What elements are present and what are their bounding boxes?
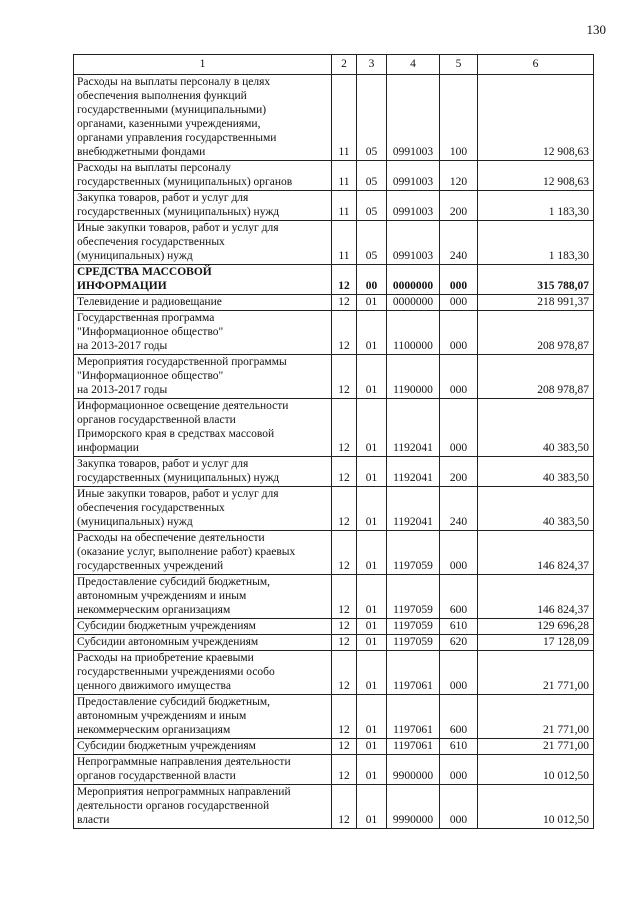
subsection-code-cell: 01 bbox=[357, 457, 387, 487]
expense-name-cell: СРЕДСТВА МАССОВОЙ ИНФОРМАЦИИ bbox=[74, 265, 332, 295]
header-cell-5: 5 bbox=[440, 55, 478, 75]
expense-type-code-cell: 240 bbox=[440, 487, 478, 531]
amount-cell: 1 183,30 bbox=[478, 191, 594, 221]
expense-name-cell: Субсидии бюджетным учреждениям bbox=[74, 739, 332, 755]
amount-cell: 12 908,63 bbox=[478, 161, 594, 191]
table-row bbox=[74, 755, 594, 785]
target-article-code-cell: 1197059 bbox=[387, 575, 440, 619]
table-row bbox=[74, 221, 594, 265]
amount-cell: 208 978,87 bbox=[478, 355, 594, 399]
table-row bbox=[74, 355, 594, 399]
expense-type-code-cell: 000 bbox=[440, 755, 478, 785]
section-code-cell: 12 bbox=[332, 457, 357, 487]
amount-cell: 129 696,28 bbox=[478, 619, 594, 635]
amount-cell: 40 383,50 bbox=[478, 487, 594, 531]
amount-cell: 218 991,37 bbox=[478, 295, 594, 311]
expense-name-cell: Закупка товаров, работ и услуг для государственных (муниципальных) нужд bbox=[74, 191, 332, 221]
section-code-cell: 12 bbox=[332, 399, 357, 457]
expense-name-cell: Закупка товаров, работ и услуг для государственных (муниципальных) нужд bbox=[74, 457, 332, 487]
target-article-code-cell: 1197059 bbox=[387, 635, 440, 651]
expense-type-code-cell: 600 bbox=[440, 575, 478, 619]
section-code-cell: 12 bbox=[332, 785, 357, 829]
header-cell-2: 2 bbox=[332, 55, 357, 75]
amount-cell: 315 788,07 bbox=[478, 265, 594, 295]
expense-name-cell: Телевидение и радиовещание bbox=[74, 295, 332, 311]
table-row bbox=[74, 311, 594, 355]
expense-type-code-cell: 120 bbox=[440, 161, 478, 191]
expense-type-code-cell: 000 bbox=[440, 295, 478, 311]
expense-type-code-cell: 100 bbox=[440, 75, 478, 161]
expense-name-cell: Предоставление субсидий бюджетным, автономным учреждениям и иным некоммерческим организациям bbox=[74, 575, 332, 619]
amount-cell: 21 771,00 bbox=[478, 651, 594, 695]
expense-type-code-cell: 600 bbox=[440, 695, 478, 739]
expense-name-cell: Расходы на выплаты персоналу государственных (муниципальных) органов bbox=[74, 161, 332, 191]
section-code-cell: 11 bbox=[332, 75, 357, 161]
target-article-code-cell: 1192041 bbox=[387, 399, 440, 457]
expense-name-cell: Иные закупки товаров, работ и услуг для обеспечения государственных (муниципальных) нужд bbox=[74, 221, 332, 265]
table-row bbox=[74, 651, 594, 695]
subsection-code-cell: 01 bbox=[357, 619, 387, 635]
target-article-code-cell: 0000000 bbox=[387, 295, 440, 311]
expense-type-code-cell: 000 bbox=[440, 265, 478, 295]
amount-cell: 146 824,37 bbox=[478, 531, 594, 575]
subsection-code-cell: 01 bbox=[357, 531, 387, 575]
expense-name-cell: Иные закупки товаров, работ и услуг для обеспечения государственных (муниципальных) нужд bbox=[74, 487, 332, 531]
table-row bbox=[74, 191, 594, 221]
table-row bbox=[74, 295, 594, 311]
target-article-code-cell: 1192041 bbox=[387, 457, 440, 487]
section-code-cell: 11 bbox=[332, 191, 357, 221]
subsection-code-cell: 05 bbox=[357, 161, 387, 191]
amount-cell: 146 824,37 bbox=[478, 575, 594, 619]
target-article-code-cell: 1197059 bbox=[387, 619, 440, 635]
target-article-code-cell: 1100000 bbox=[387, 311, 440, 355]
table-row bbox=[74, 265, 594, 295]
table-row bbox=[74, 635, 594, 651]
subsection-code-cell: 05 bbox=[357, 221, 387, 265]
section-code-cell: 11 bbox=[332, 161, 357, 191]
subsection-code-cell: 01 bbox=[357, 487, 387, 531]
header-cell-4: 4 bbox=[387, 55, 440, 75]
expense-name-cell: Расходы на обеспечение деятельности (оказание услуг, выполнение работ) краевых государственных учреждений bbox=[74, 531, 332, 575]
page-number: 130 bbox=[586, 22, 606, 37]
target-article-code-cell: 1190000 bbox=[387, 355, 440, 399]
expense-name-cell: Субсидии автономным учреждениям bbox=[74, 635, 332, 651]
table-row bbox=[74, 457, 594, 487]
table-row bbox=[74, 575, 594, 619]
amount-cell: 21 771,00 bbox=[478, 695, 594, 739]
subsection-code-cell: 01 bbox=[357, 695, 387, 739]
subsection-code-cell: 01 bbox=[357, 739, 387, 755]
expense-type-code-cell: 000 bbox=[440, 651, 478, 695]
table-header-row bbox=[74, 55, 594, 75]
section-code-cell: 12 bbox=[332, 575, 357, 619]
target-article-code-cell: 1197061 bbox=[387, 651, 440, 695]
table-row bbox=[74, 785, 594, 829]
target-article-code-cell: 1197061 bbox=[387, 695, 440, 739]
subsection-code-cell: 01 bbox=[357, 575, 387, 619]
section-code-cell: 12 bbox=[332, 619, 357, 635]
table-row bbox=[74, 739, 594, 755]
section-code-cell: 12 bbox=[332, 755, 357, 785]
table-row bbox=[74, 161, 594, 191]
subsection-code-cell: 01 bbox=[357, 651, 387, 695]
subsection-code-cell: 01 bbox=[357, 785, 387, 829]
amount-cell: 17 128,09 bbox=[478, 635, 594, 651]
amount-cell: 40 383,50 bbox=[478, 457, 594, 487]
expense-name-cell: Расходы на выплаты персоналу в целях обеспечения выполнения функций государственными (муниципальными) органами, казенными учреждениями, органами управления государственными внебюджетными фондами bbox=[74, 75, 332, 161]
expense-type-code-cell: 200 bbox=[440, 191, 478, 221]
target-article-code-cell: 0000000 bbox=[387, 265, 440, 295]
expense-type-code-cell: 000 bbox=[440, 355, 478, 399]
expense-name-cell: Субсидии бюджетным учреждениям bbox=[74, 619, 332, 635]
subsection-code-cell: 00 bbox=[357, 265, 387, 295]
amount-cell: 12 908,63 bbox=[478, 75, 594, 161]
target-article-code-cell: 1197061 bbox=[387, 739, 440, 755]
subsection-code-cell: 05 bbox=[357, 75, 387, 161]
target-article-code-cell: 1197059 bbox=[387, 531, 440, 575]
target-article-code-cell: 1192041 bbox=[387, 487, 440, 531]
target-article-code-cell: 0991003 bbox=[387, 75, 440, 161]
subsection-code-cell: 01 bbox=[357, 295, 387, 311]
expense-name-cell: Государственная программа "Информационное общество" на 2013-2017 годы bbox=[74, 311, 332, 355]
expense-name-cell: Информационное освещение деятельности органов государственной власти Приморского края в средствах массовой информации bbox=[74, 399, 332, 457]
expense-type-code-cell: 200 bbox=[440, 457, 478, 487]
amount-cell: 208 978,87 bbox=[478, 311, 594, 355]
header-cell-1: 1 bbox=[74, 55, 332, 75]
expense-type-code-cell: 000 bbox=[440, 785, 478, 829]
section-code-cell: 12 bbox=[332, 635, 357, 651]
subsection-code-cell: 01 bbox=[357, 755, 387, 785]
subsection-code-cell: 01 bbox=[357, 311, 387, 355]
expense-type-code-cell: 610 bbox=[440, 619, 478, 635]
section-code-cell: 12 bbox=[332, 651, 357, 695]
expense-type-code-cell: 620 bbox=[440, 635, 478, 651]
section-code-cell: 11 bbox=[332, 221, 357, 265]
table-row bbox=[74, 619, 594, 635]
subsection-code-cell: 01 bbox=[357, 399, 387, 457]
subsection-code-cell: 01 bbox=[357, 635, 387, 651]
table-row bbox=[74, 695, 594, 739]
table-row bbox=[74, 75, 594, 161]
expense-type-code-cell: 000 bbox=[440, 311, 478, 355]
budget-table bbox=[73, 54, 594, 829]
expense-name-cell: Мероприятия непрограммных направлений деятельности органов государственной власти bbox=[74, 785, 332, 829]
section-code-cell: 12 bbox=[332, 695, 357, 739]
section-code-cell: 12 bbox=[332, 355, 357, 399]
section-code-cell: 12 bbox=[332, 487, 357, 531]
expense-name-cell: Мероприятия государственной программы "Информационное общество" на 2013-2017 годы bbox=[74, 355, 332, 399]
section-code-cell: 12 bbox=[332, 265, 357, 295]
section-code-cell: 12 bbox=[332, 531, 357, 575]
amount-cell: 10 012,50 bbox=[478, 785, 594, 829]
expense-name-cell: Расходы на приобретение краевыми государственными учреждениями особо ценного движимого имущества bbox=[74, 651, 332, 695]
target-article-code-cell: 0991003 bbox=[387, 221, 440, 265]
header-cell-3: 3 bbox=[357, 55, 387, 75]
amount-cell: 1 183,30 bbox=[478, 221, 594, 265]
table-row bbox=[74, 487, 594, 531]
target-article-code-cell: 9900000 bbox=[387, 755, 440, 785]
amount-cell: 21 771,00 bbox=[478, 739, 594, 755]
expense-type-code-cell: 000 bbox=[440, 531, 478, 575]
amount-cell: 40 383,50 bbox=[478, 399, 594, 457]
header-cell-6: 6 bbox=[478, 55, 594, 75]
target-article-code-cell: 9990000 bbox=[387, 785, 440, 829]
expense-type-code-cell: 610 bbox=[440, 739, 478, 755]
subsection-code-cell: 01 bbox=[357, 355, 387, 399]
section-code-cell: 12 bbox=[332, 295, 357, 311]
amount-cell: 10 012,50 bbox=[478, 755, 594, 785]
expense-name-cell: Непрограммные направления деятельности органов государственной власти bbox=[74, 755, 332, 785]
target-article-code-cell: 0991003 bbox=[387, 161, 440, 191]
expense-name-cell: Предоставление субсидий бюджетным, автономным учреждениям и иным некоммерческим организациям bbox=[74, 695, 332, 739]
section-code-cell: 12 bbox=[332, 311, 357, 355]
table-row bbox=[74, 531, 594, 575]
expense-type-code-cell: 000 bbox=[440, 399, 478, 457]
target-article-code-cell: 0991003 bbox=[387, 191, 440, 221]
subsection-code-cell: 05 bbox=[357, 191, 387, 221]
table-row bbox=[74, 399, 594, 457]
section-code-cell: 12 bbox=[332, 739, 357, 755]
expense-type-code-cell: 240 bbox=[440, 221, 478, 265]
